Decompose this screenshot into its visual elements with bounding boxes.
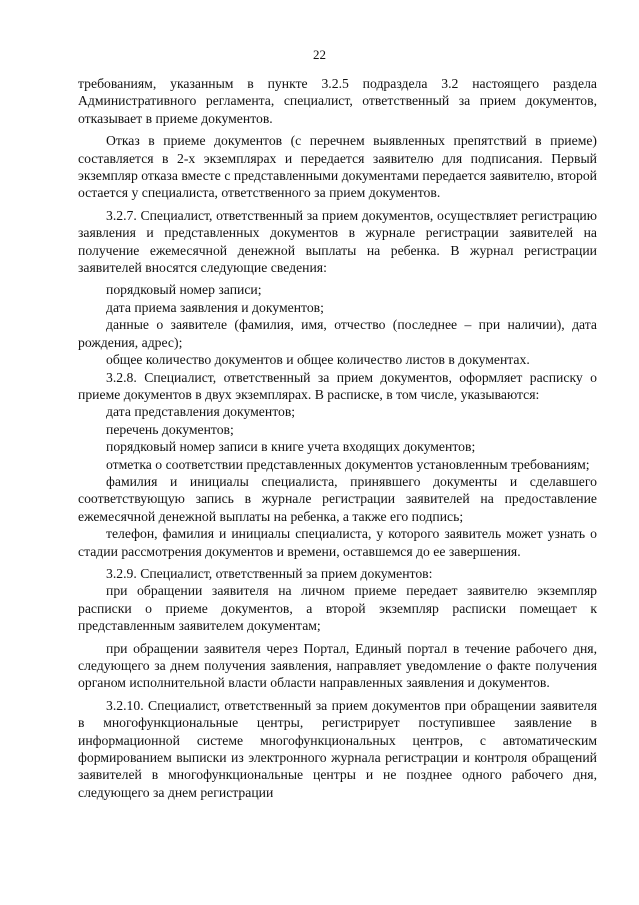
paragraph: при обращении заявителя на личном приеме передает заявителю экземпляр расписки о приеме документов, а второй экземпляр расписки помещает к представленным заявителем документам; <box>78 583 597 634</box>
paragraph: общее количество документов и общее количество листов в документах. <box>106 352 530 368</box>
paragraph: требованиям, указанным в пункте 3.2.5 подраздела 3.2 настоящего раздела Административного регламента, специалист, ответственный за прием документов, отказывает в приеме документов. <box>78 76 597 126</box>
paragraph: Отказ в приеме документов (с перечнем выявленных препятствий в приеме) составляется в 2-х экземплярах и передается заявителю для подписания. Первый экземпляр отказа вместе с представленными документами передается заявителю, второй остается у специалиста, ответственного за прием документов. <box>78 133 597 201</box>
paragraph: порядковый номер записи; <box>106 282 262 298</box>
paragraph: 3.2.7. Специалист, ответственный за прием документов, осуществляет регистрацию заявления и представленных документов в журнале регистрации заявителей на получение ежемесячной денежной выплаты на ребенка. В журнал регистрации заявителей вносятся следующие сведения: <box>78 207 597 276</box>
paragraph: данные о заявителе (фамилия, имя, отчество (последнее – при наличии), дата рождения, адрес); <box>78 317 597 350</box>
paragraph: отметка о соответствии представленных документов установленным требованиям; <box>106 456 590 472</box>
paragraph: перечень документов; <box>106 421 234 437</box>
paragraph: 3.2.8. Специалист, ответственный за прием документов, оформляет расписку о приеме документов в двух экземплярах. В расписке, в том числе, указываются: <box>78 369 597 402</box>
paragraph: порядковый номер записи в книге учета входящих документов; <box>106 439 476 455</box>
document-body <box>78 75 597 801</box>
paragraph: дата представления документов; <box>106 404 296 420</box>
page-number: 22 <box>313 47 326 62</box>
paragraph: дата приема заявления и документов; <box>106 299 324 315</box>
paragraph: 3.2.10. Специалист, ответственный за прием документов при обращении заявителя в многофункциональные центры, регистрирует поступившее заявление в информационной системе многофункциональных центров, с автоматическим формированием выписки из электронного журнала регистрации и контроля обращений заявителей в многофункциональные центры и не позднее одного рабочего дня, следующего за днем регистрации <box>78 697 597 800</box>
paragraph: телефон, фамилия и инициалы специалиста, у которого заявитель может узнать о стадии рассмотрения документов и времени, оставшемся до ее завершения. <box>78 526 597 559</box>
paragraph: при обращении заявителя через Портал, Единый портал в течение рабочего дня, следующего за днем получения заявления, направляет уведомление о факте получения органом исполнительной власти области направленных заявления и документов. <box>78 640 597 691</box>
paragraph: 3.2.9. Специалист, ответственный за прием документов: <box>106 565 433 581</box>
paragraph: фамилия и инициалы специалиста, принявшего документы и сделавшего соответствующую запись в журнале регистрации заявителей на предоставление ежемесячной денежной выплаты на ребенка, а также его подпись; <box>78 473 597 524</box>
